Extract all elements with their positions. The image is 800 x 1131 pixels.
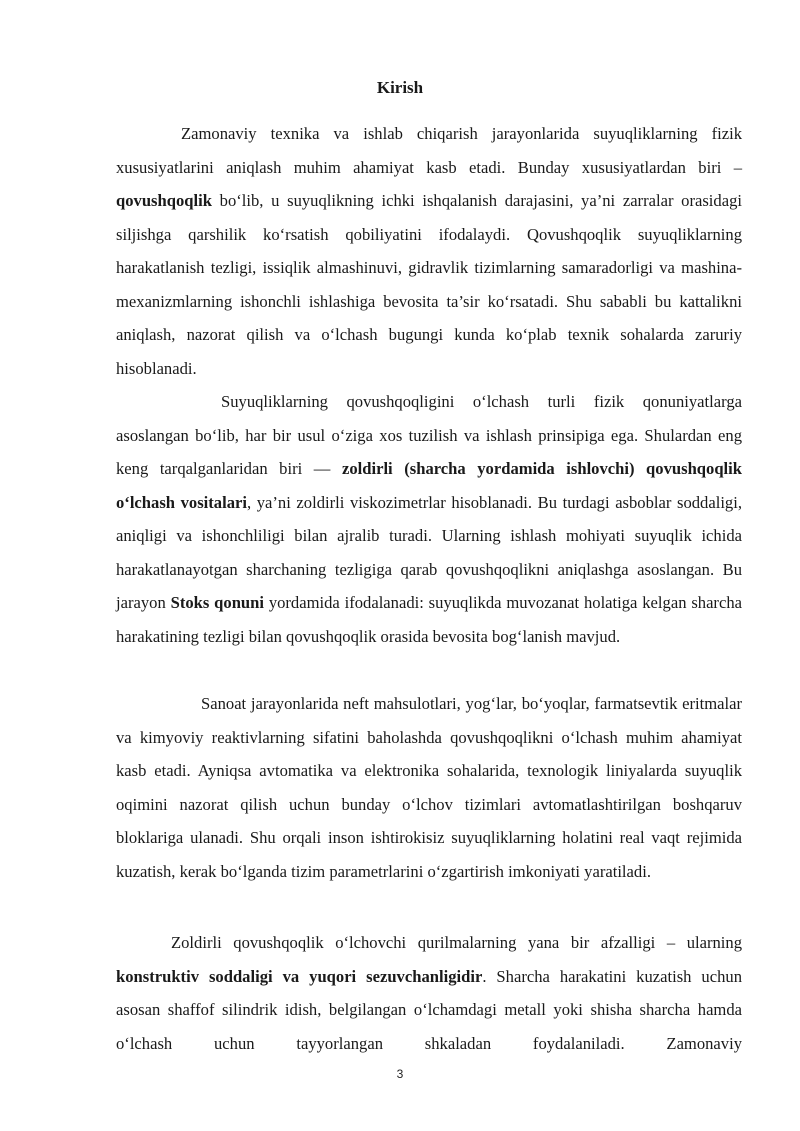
paragraph-text: bo‘lib, u suyuqlikning ichki ishqalanish darajasini, ya’ni zarralar orasidagi siljishga qarshilik ko‘rsatish qobiliyatini ifodalaydi. Qovushqoqlik suyuqliklarning harakatlanish tezligi, issiqlik almashinuvi, gidravlik tizimlarning samaradorligi va mashina-mexanizmlarning ishonchli ishlashiga bevosita ta’sir ko‘rsatadi. Shu sababli bu kattalikni aniqlash, nazorat qilish va o‘lchash bugungi kunda ko‘plab texnik sohalarda zaruriy hisoblanadi.	[116, 191, 742, 378]
paragraph-text: Suyuqliklarning qovushqoqligini o‘lchash turli fizik qonuniyatlarga asoslangan bo‘lib, har bir usul o‘ziga xos tuzilish va ishlash prinsipiga ega. Shulardan eng keng tarqalganlaridan biri —	[116, 392, 742, 478]
page-number: 3	[396, 1067, 404, 1081]
paragraph-text: Sanoat jarayonlarida neft mahsulotlari, yog‘lar, bo‘yoqlar, farmatsevtik eritmalar va kimyoviy reaktivlarning sifatini baholashda qovushqoqlikni o‘lchash muhim ahamiyat kasb etadi. Ayniqsa avtomatika va elektronika sohalarida, texnologik liniyalarda suyuqlik oqimini nazorat qilish uchun bunday o‘lchov tizimlari avtomatlashtirilgan boshqaruv bloklariga ulanadi. Shu orqali inson ishtirokisiz suyuqliklarning holatini real vaqt rejimida kuzatish, kerak bo‘lganda tizim parametrlarini o‘zgartirish imkoniyati yaratiladi.	[116, 694, 742, 881]
page-title: Kirish	[376, 78, 424, 97]
bold-term: zoldirli (sharcha yordamida ishlovchi) qovushqoqlik o‘lchash vositalari	[116, 459, 743, 512]
paragraph-text: . Sharcha harakatini kuzatish uchun asosan shaffof silindrik idish, belgilangan o‘lchamdagi metall yoki shisha sharcha hamda o‘lchash uchun tayyorlangan shkaladan foydalaniladi. Zamonaviy	[116, 966, 742, 1053]
bold-term: Stoks qonuni	[170, 593, 264, 612]
paragraph-text: , ya’ni zoldirli viskozimetrlar hisoblanadi. Bu turdagi asboblar soddaligi, aniqligi va ishonchliligi bilan ajralib turadi. Ularning ishlash mohiyati suyuqlik ichida harakatlanayotgan sharchaning tezligiga qarab qovushqoqlikni aniqlashga asoslangan. Bu jarayon	[116, 492, 742, 612]
paragraph-methods	[116, 385, 742, 653]
paragraph-industry	[116, 687, 742, 888]
bold-term: konstruktiv soddaligi va yuqori sezuvchanligidir	[116, 966, 483, 986]
paragraph-text: Zamonaviy texnika va ishlab chiqarish jarayonlarida suyuqliklarning fizik xususiyatlarini aniqlash muhim ahamiyat kasb etadi. Bunday xususiyatlardan biri –	[116, 124, 742, 177]
paragraph-advantages	[116, 926, 742, 1060]
paragraph-text: Zoldirli qovushqoqlik o‘lchovchi qurilmalarning yana bir afzalligi – ularning	[171, 933, 742, 952]
bold-term: qovushqoqlik	[116, 191, 212, 210]
paragraph-text: yordamida ifodalanadi: suyuqlikda muvozanat holatiga kelgan sharcha harakatining tezligi bilan qovushqoqlik orasida bevosita bog‘lanish mavjud.	[116, 593, 742, 646]
paragraph-intro	[116, 117, 742, 385]
